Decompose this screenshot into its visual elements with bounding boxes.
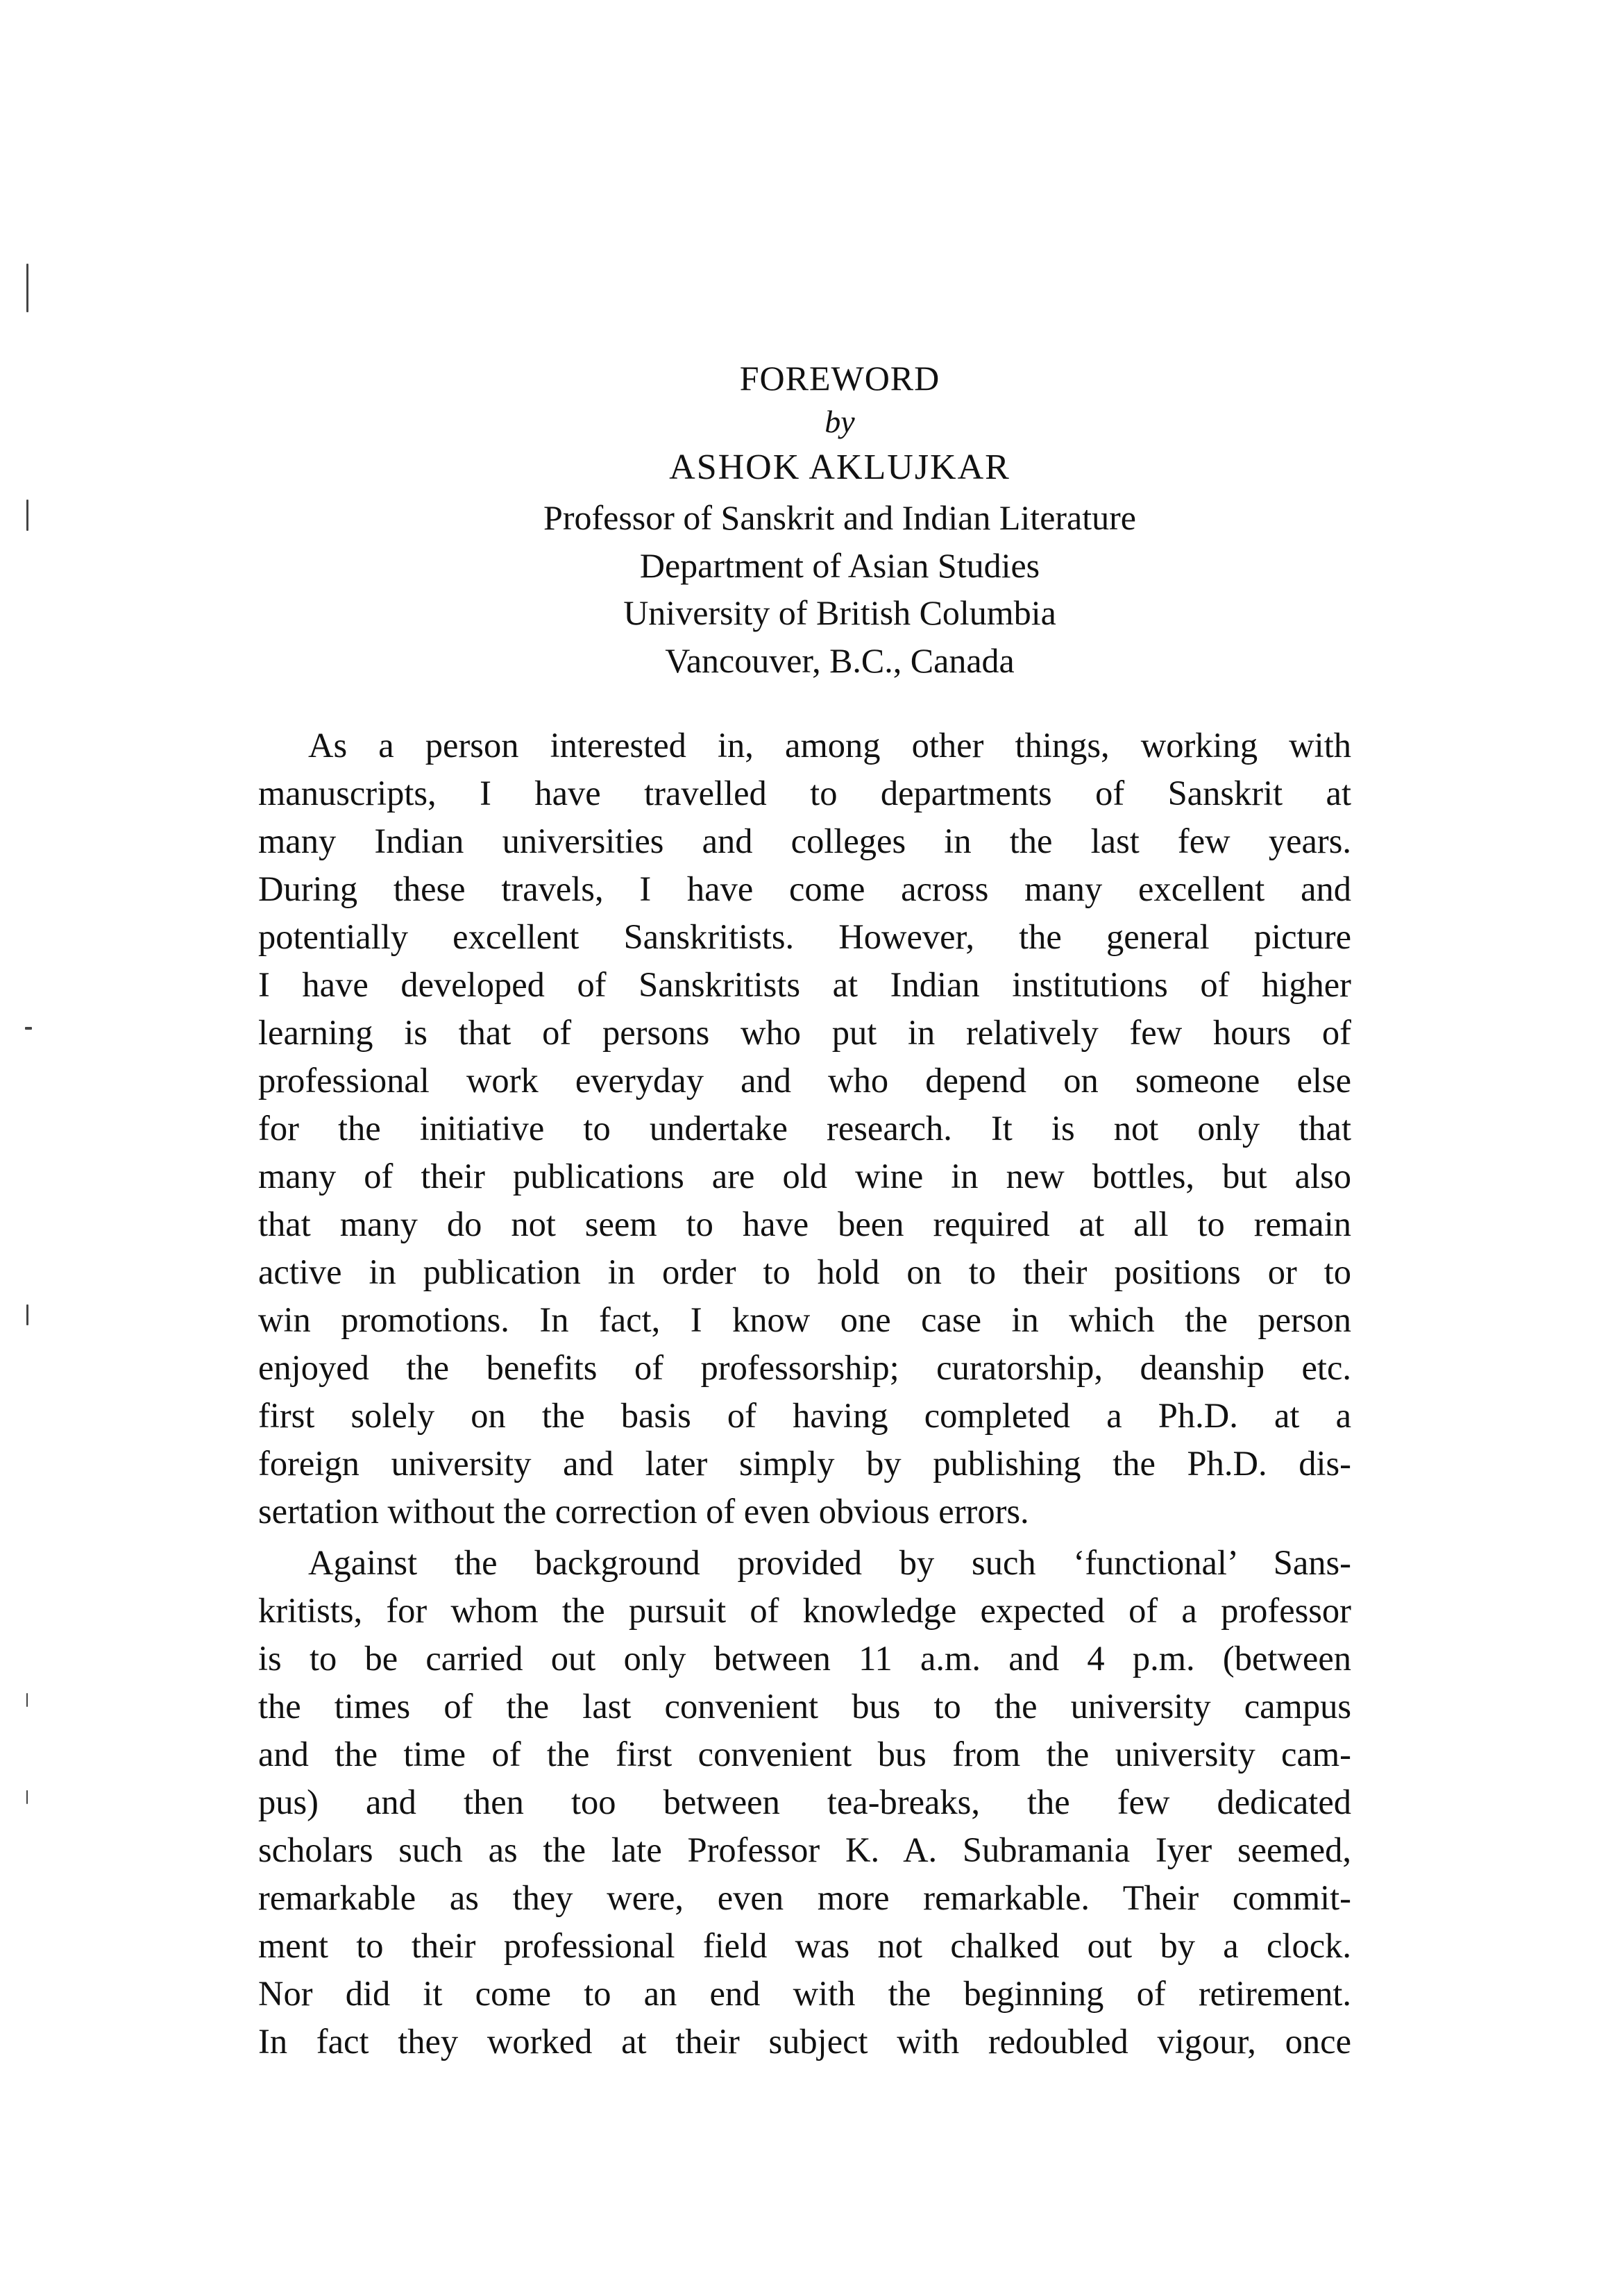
text-line: ment to their professional field was not chalked out by a clock.	[258, 1926, 1351, 1965]
text-line: pus) and then too between tea-breaks, the few dedicated	[258, 1783, 1351, 1821]
text-line: enjoyed the benefits of professorship; curatorship, deanship etc.	[258, 1348, 1351, 1387]
text-line: win promotions. In fact, I know one case in which the person	[258, 1300, 1351, 1339]
text-line: As a person interested in, among other things, working with	[308, 726, 1351, 765]
foreword-header	[0, 354, 1624, 684]
author-name: ASHOK AKLUJKAR	[669, 448, 1010, 487]
text-line: for the initiative to undertake research. It is not only that	[258, 1109, 1351, 1148]
text-line: potentially excellent Sanskritists. However, the general picture	[258, 917, 1351, 956]
text-line: is to be carried out only between 11 a.m. and 4 p.m. (between	[258, 1639, 1351, 1678]
text-line: During these travels, I have come across many excellent and	[258, 869, 1351, 908]
author-affiliation-line: Professor of Sanskrit and Indian Literature	[543, 498, 1136, 537]
scan-artifact	[26, 500, 28, 531]
text-line: sertation without the correction of even obvious errors.	[258, 1492, 1029, 1531]
text-line: the times of the last convenient bus to the university campus	[258, 1687, 1351, 1726]
text-line: many of their publications are old wine in new bottles, but also	[258, 1157, 1351, 1196]
text-line: many Indian universities and colleges in the last few years.	[258, 822, 1351, 860]
author-affiliation-line: Department of Asian Studies	[639, 545, 1040, 585]
text-line: In fact they worked at their subject with redoubled vigour, once	[258, 2022, 1351, 2061]
text-line: active in publication in order to hold on to their positions or to	[258, 1252, 1351, 1291]
text-line: that many do not seem to have been required at all to remain	[258, 1205, 1351, 1243]
page-title: FOREWORD	[739, 359, 940, 398]
byline-by: by	[824, 404, 855, 439]
paragraph-2	[258, 1539, 1351, 2066]
text-line: and the time of the first convenient bus from the university cam-	[258, 1735, 1351, 1774]
text-line: remarkable as they were, even more remarkable. Their commit-	[258, 1878, 1351, 1917]
scan-artifact	[26, 1790, 28, 1804]
text-line: foreign university and later simply by publishing the Ph.D. dis-	[258, 1444, 1351, 1483]
paragraph-1	[258, 722, 1351, 1536]
text-line: I have developed of Sanskritists at Indian institutions of higher	[258, 965, 1351, 1004]
text-line: professional work everyday and who depend on someone else	[258, 1061, 1351, 1100]
scan-artifact	[26, 264, 28, 312]
text-line: first solely on the basis of having completed a Ph.D. at a	[258, 1396, 1351, 1435]
author-affiliation-line: University of British Columbia	[623, 593, 1056, 632]
text-line: Against the background provided by such ‘functional’ Sans-	[308, 1543, 1351, 1582]
scan-artifact	[25, 1027, 32, 1030]
text-line: learning is that of persons who put in relatively few hours of	[258, 1013, 1351, 1052]
text-line: scholars such as the late Professor K. A. Subramania Iyer seemed,	[258, 1830, 1351, 1869]
author-affiliation-line: Vancouver, B.C., Canada	[665, 640, 1015, 680]
text-line: manuscripts, I have travelled to departments of Sanskrit at	[258, 774, 1351, 813]
scan-artifact	[26, 1304, 28, 1325]
scan-artifact	[26, 1693, 28, 1707]
text-line: kritists, for whom the pursuit of knowledge expected of a professor	[258, 1591, 1351, 1630]
text-line: Nor did it come to an end with the beginning of retirement.	[258, 1974, 1351, 2013]
